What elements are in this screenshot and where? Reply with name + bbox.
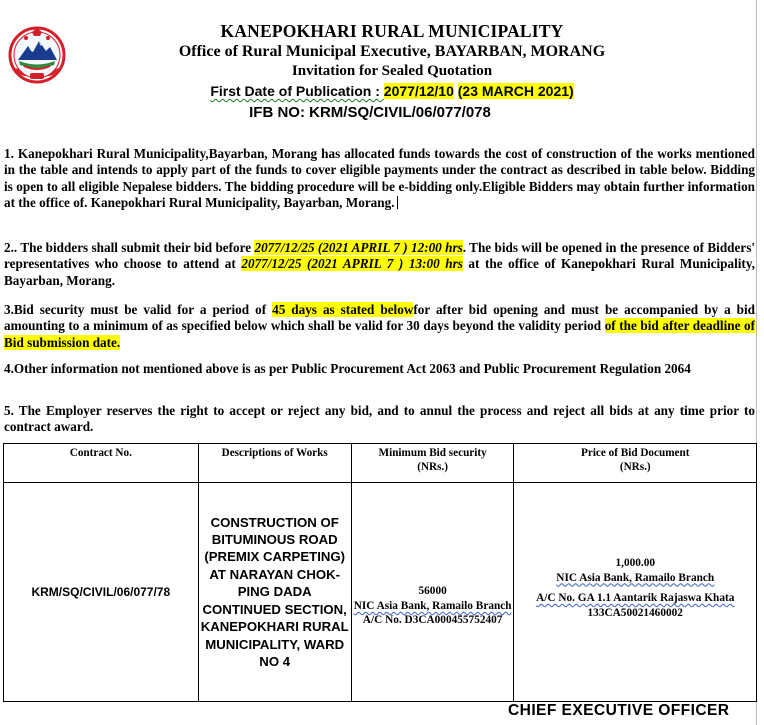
paragraph-2-end: at the office of Kanepokhari Rural Municipality, Bayarban, Morang. (4, 256, 755, 288)
validity-deadline: of the bid after deadline of Bid submission date. (4, 318, 756, 350)
header-min-bid-security-line1: Minimum Bid security (378, 447, 487, 459)
table-header-row (4, 444, 757, 483)
publication-label (210, 83, 383, 99)
validity-period: 45 days as stated below (272, 302, 414, 317)
paragraph-2-intro: 2.. The bidders shall submit their bid before (4, 240, 255, 255)
notice-header (0, 21, 764, 123)
header-price-line2: (NRs.) (619, 461, 651, 473)
price-account-2: 133CA50021460002 (587, 606, 683, 619)
header-price-line1: Price of Bid Document (581, 447, 690, 459)
publication-date-bs: 2077/12/10 (383, 83, 454, 99)
table-row (4, 483, 757, 702)
municipality-name: KANEPOKHARI RURAL MUNICIPALITY (220, 21, 564, 41)
paragraph-5: 5. The Employer reserves the right to accept or reject any bid, and to annul the process and reject all bids at any time prior to contract award. (4, 403, 755, 435)
office-name: Office of Rural Municipal Executive, BAYARBAN, MORANG (178, 43, 606, 60)
submission-deadline: 2077/12/25 (2021 APRIL 7 ) 12:00 hrs (254, 240, 463, 255)
price-account-1 (514, 591, 756, 606)
paragraph-1 (4, 146, 755, 211)
security-amount: 56000 (418, 585, 447, 598)
price-cell (514, 483, 757, 702)
price-amount: 1,000.00 (615, 557, 656, 569)
paragraph-2-middle: . The bids will be opened in the presence of Bidders' representatives who choose to attend at (4, 240, 755, 272)
security-cell (351, 483, 514, 702)
security-account: A/C No. D3CA000455752407 (362, 614, 503, 627)
header-min-bid-security (351, 444, 514, 483)
price-bank-text: NIC Asia Bank, Ramailo Branch (556, 571, 715, 584)
header-min-bid-security-line2: (NRs.) (417, 461, 448, 473)
text-cursor (397, 196, 399, 209)
paragraph-1-text: 1. Kanepokhari Rural Municipality,Bayarban, Morang has allocated funds towards the cost of construction of the works mentioned in the table and intends to apply part of the funds to cover eligible payments under the contract as described in table below. Bidding is open to all eligible Nepalese bidders. The bidding procedure will be e-bidding only.Eligible Bidders may obtain further information at the office of. Kanepokhari Rural Municipality, Bayarban, Morang. (4, 146, 755, 210)
paragraph-3-middle: for after bid opening and must be accompanied by a bid amounting to a minimum of as specified below which shall be valid for 30 days beyond the validity period (4, 302, 756, 334)
bid-table (3, 443, 757, 702)
security-bank-text: NIC Asia Bank, Ramailo Branch (353, 599, 512, 612)
paragraph-3-intro: 3.Bid security must be valid for a period of (4, 302, 273, 317)
publication-date (20, 81, 764, 101)
paragraph-2 (4, 240, 755, 289)
contract-no-cell: KRM/SQ/CIVIL/06/077/78 (4, 483, 199, 702)
description-cell: CONSTRUCTION OF BITUMINOUS ROAD (PREMIX CARPETING) AT NARAYAN CHOK-PING DADA CONTINUED SECTION, KANEPOKHARI RURAL MUNICIPALITY, WARD NO 4 (198, 483, 351, 702)
security-bank (352, 599, 514, 614)
publication-date-ad: (23 MARCH 2021) (457, 83, 574, 99)
publication-label-text: First Date of Publication : (210, 83, 384, 99)
ifb-number: IFB NO: KRM/SQ/CIVIL/06/077/078 (249, 104, 491, 121)
notice-title: Invitation for Sealed Quotation (291, 63, 493, 79)
paragraph-3 (4, 302, 755, 351)
paragraph-4: 4.Other information not mentioned above is as per Public Procurement Act 2063 and Public Procurement Regulation 2064 (4, 361, 691, 376)
signatory-title: CHIEF EXECUTIVE OFFICER (508, 702, 730, 719)
header-descriptions: Descriptions of Works (198, 444, 351, 483)
price-account-1-text: A/C No. GA 1.1 Aantarik Rajaswa Khata (536, 592, 735, 604)
header-contract-no: Contract No. (4, 444, 199, 483)
opening-time: 2077/12/25 (2021 APRIL 7 ) 13:00 hrs (241, 256, 463, 272)
header-price (514, 444, 757, 483)
price-bank (514, 571, 756, 586)
